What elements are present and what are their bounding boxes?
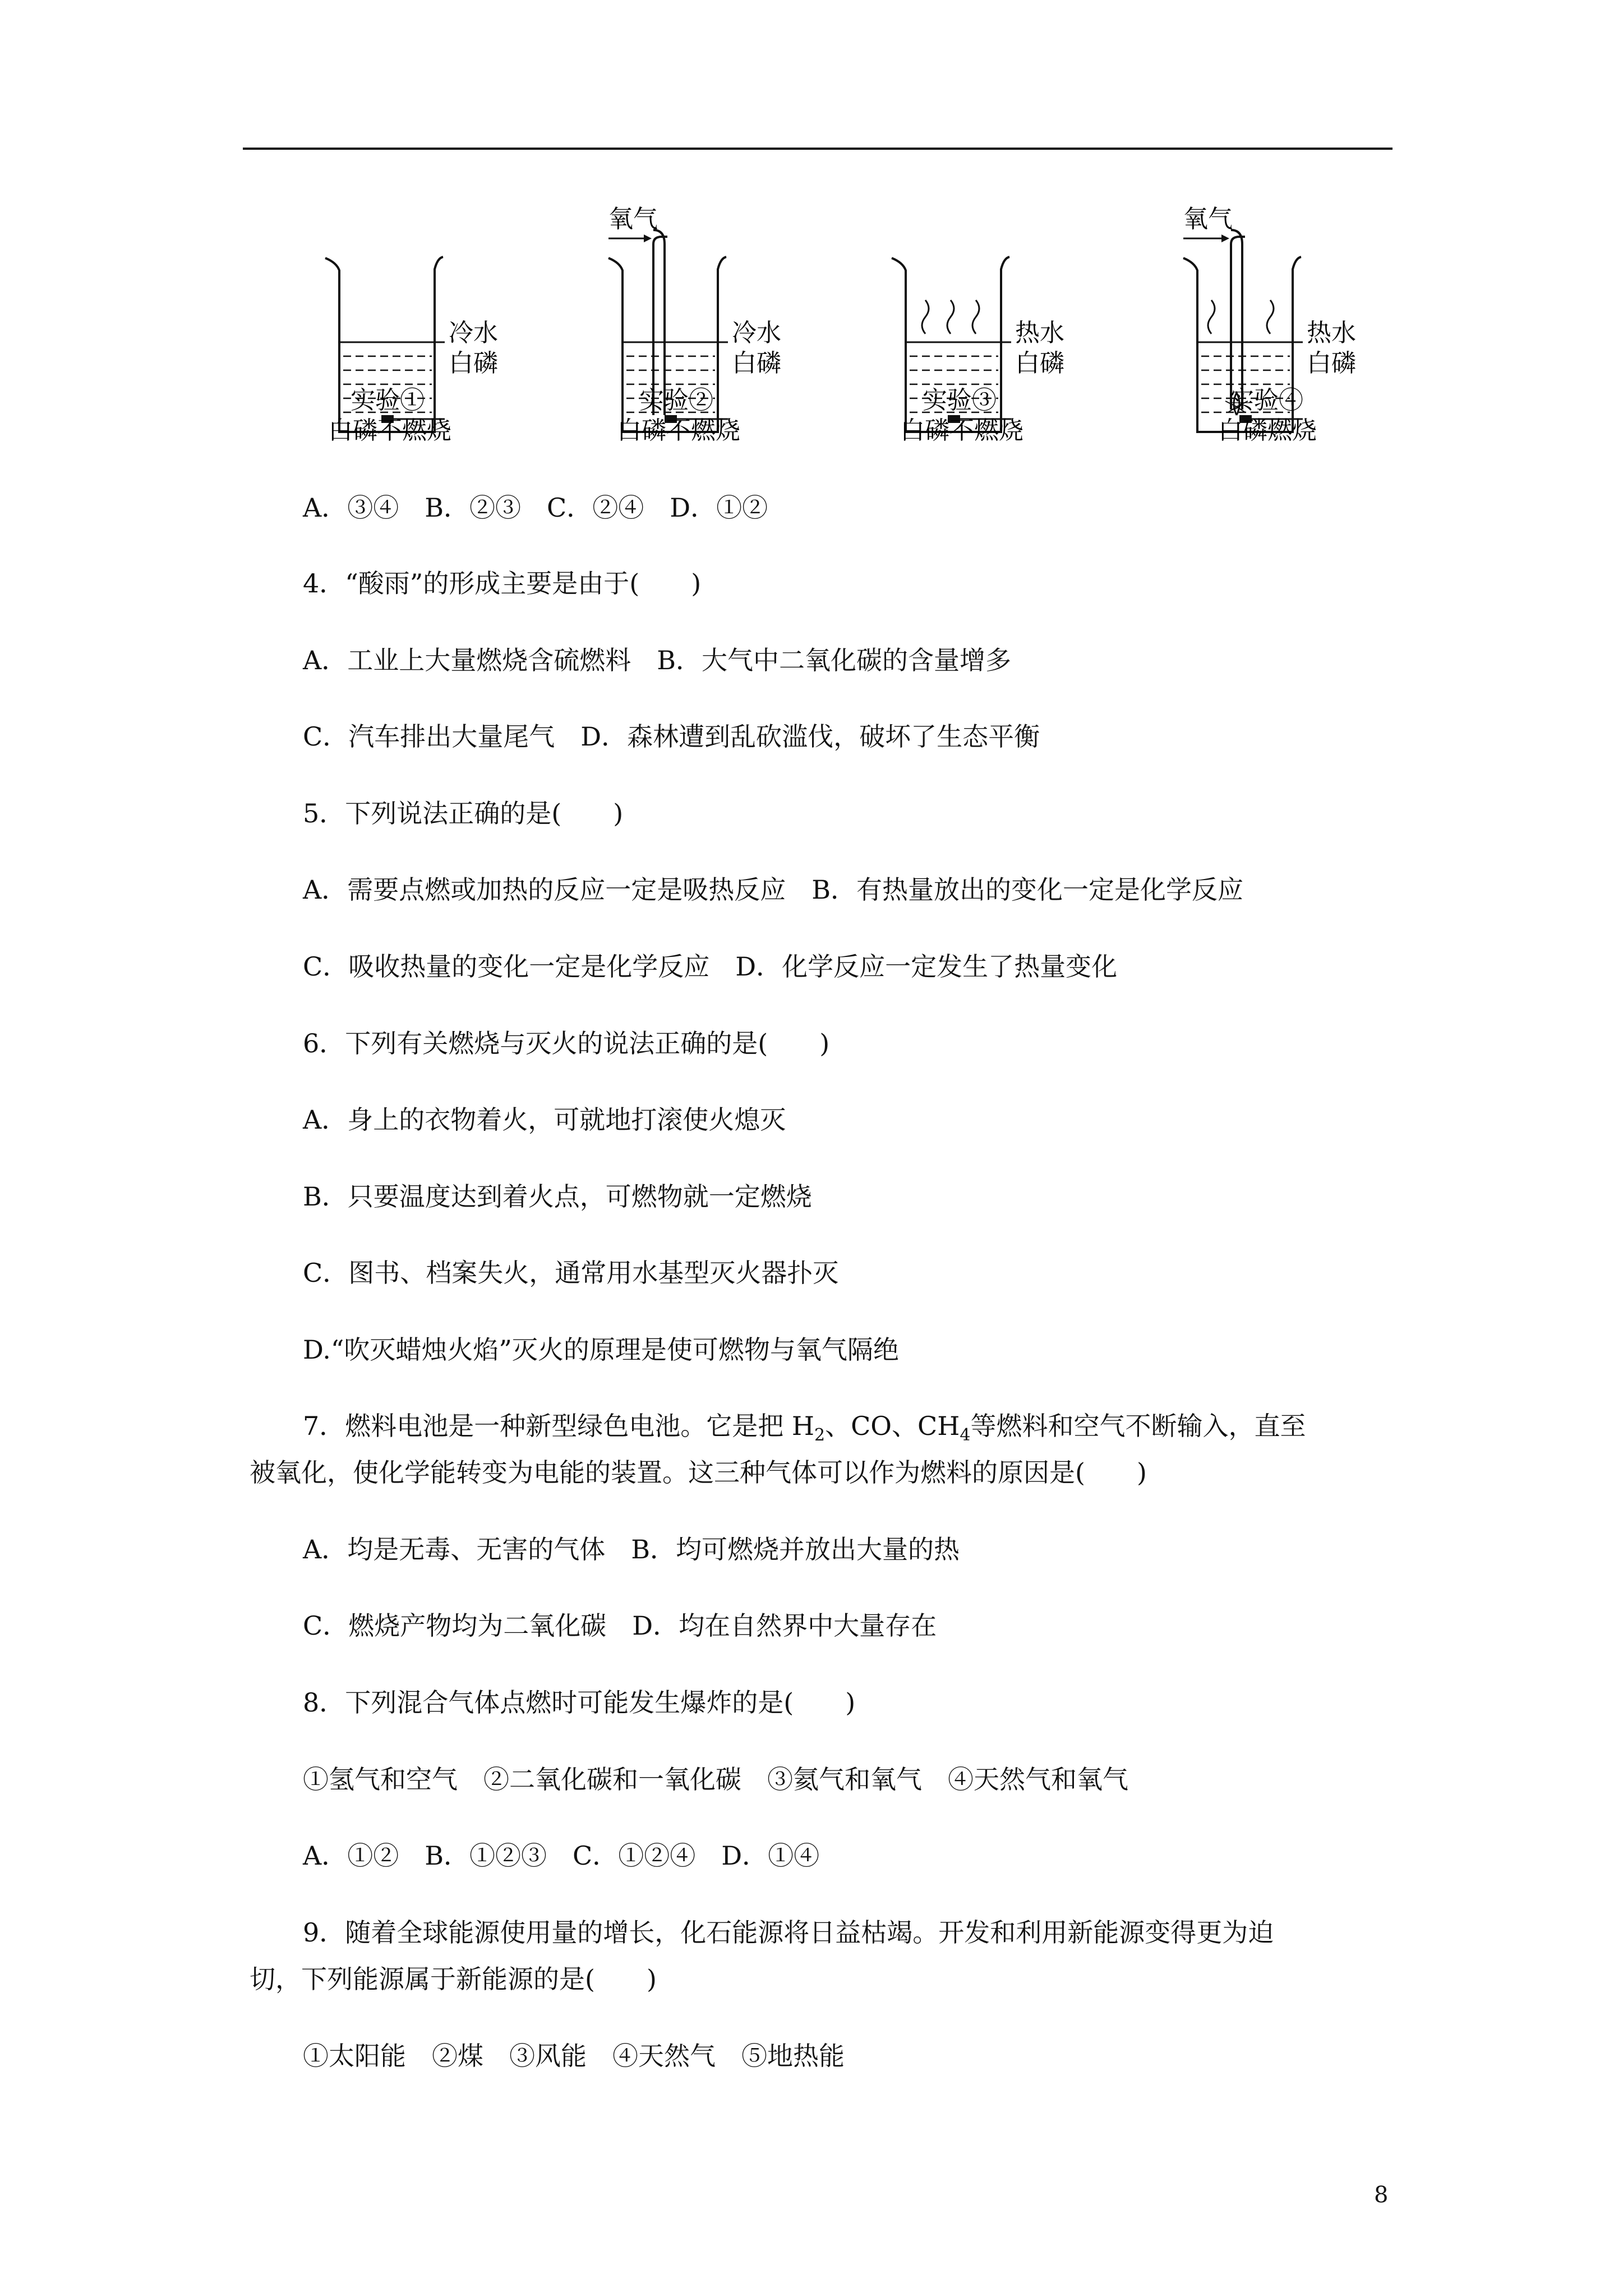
phosphorus-label-3: 白磷 [1015,349,1064,378]
water-label-1: 冷水 [449,319,498,347]
q7-stem-mid: 、CO、CH [825,1411,960,1441]
q3-options: A．③④ B．②③ C．②④ D．①② [303,493,768,523]
phosphorus-label-2: 白磷 [732,349,781,378]
experiment-figure [0,0,1623,460]
experiment-name-4: 实验④ [1229,386,1303,415]
q9-stem-line-2: 切，下列能源属于新能源的是( ) [250,1964,657,1994]
q8-items: ①氢气和空气 ②二氧化碳和一氧化碳 ③氦气和氧气 ④天然气和氧气 [303,1764,1128,1795]
experiment-result-1: 白磷不燃烧 [328,416,451,445]
q6-option-c: C．图书、档案失火，通常用水基型灭火器扑灭 [303,1258,839,1288]
experiment-result-3: 白磷不燃烧 [900,416,1023,445]
experiment-name-3: 实验③ [923,386,997,415]
q6-option-d: D.“吹灭蜡烛火焰”灭火的原理是使可燃物与氧气隔绝 [303,1335,899,1365]
q5-stem: 5．下列说法正确的是( ) [303,798,624,829]
q7-stem-post: 等燃料和空气不断输入，直至 [970,1411,1306,1441]
page-number: 8 [1374,2182,1389,2208]
water-label-4: 热水 [1307,319,1356,347]
q4-options-1: A．工业上大量燃烧含硫燃料 B．大气中二氧化碳的含量增多 [303,645,1012,675]
water-label-3: 热水 [1015,319,1064,347]
q7-subscript-4: 4 [960,1425,971,1445]
q8-stem: 8．下列混合气体点燃时可能发生爆炸的是( ) [303,1687,856,1718]
q8-options: A．①② B．①②③ C．①②④ D．①④ [303,1841,820,1871]
phosphorus-label-4: 白磷 [1307,349,1356,378]
q7-stem-line-2: 被氧化，使化学能转变为电能的装置。这三种气体可以作为燃料的原因是( ) [250,1457,1147,1488]
q7-options-1: A．均是无毒、无害的气体 B．均可燃烧并放出大量的热 [303,1534,960,1565]
q9-stem-line-1: 9．随着全球能源使用量的增长，化石能源将日益枯竭。开发和利用新能源变得更为迫 [303,1917,1274,1948]
q6-option-b: B．只要温度达到着火点，可燃物就一定燃烧 [303,1181,812,1212]
q9-items: ①太阳能 ②煤 ③风能 ④天然气 ⑤地热能 [303,2041,845,2071]
q4-options-2: C．汽车排出大量尾气 D．森林遭到乱砍滥伐，破坏了生态平衡 [303,721,1040,752]
water-label-2: 冷水 [732,319,781,347]
q6-stem: 6．下列有关燃烧与灭火的说法正确的是( ) [303,1028,830,1059]
q4-stem: 4．“酸雨”的形成主要是由于( ) [303,568,702,599]
q6-option-a: A．身上的衣物着火，可就地打滚使火熄灭 [303,1105,786,1135]
q5-options-1: A．需要点燃或加热的反应一定是吸热反应 B．有热量放出的变化一定是化学反应 [303,875,1244,905]
phosphorus-label-1: 白磷 [449,349,498,378]
q7-options-2: C．燃烧产物均为二氧化碳 D．均在自然界中大量存在 [303,1611,937,1641]
q7-subscript-2: 2 [814,1425,826,1445]
q7-stem-pre: 7．燃料电池是一种新型绿色电池。它是把 H [303,1411,815,1441]
q7-stem-line-1 [303,1409,1306,1452]
experiment-result-4: 白磷燃烧 [1218,416,1317,445]
oxygen-label-4: 氧气 [1183,205,1233,233]
experiment-name-2: 实验② [639,386,713,415]
q5-options-2: C．吸收热量的变化一定是化学反应 D．化学反应一定发生了热量变化 [303,951,1118,982]
experiment-name-1: 实验① [351,386,425,415]
experiment-result-2: 白磷不燃烧 [617,416,740,445]
oxygen-label-2: 氧气 [608,205,658,233]
